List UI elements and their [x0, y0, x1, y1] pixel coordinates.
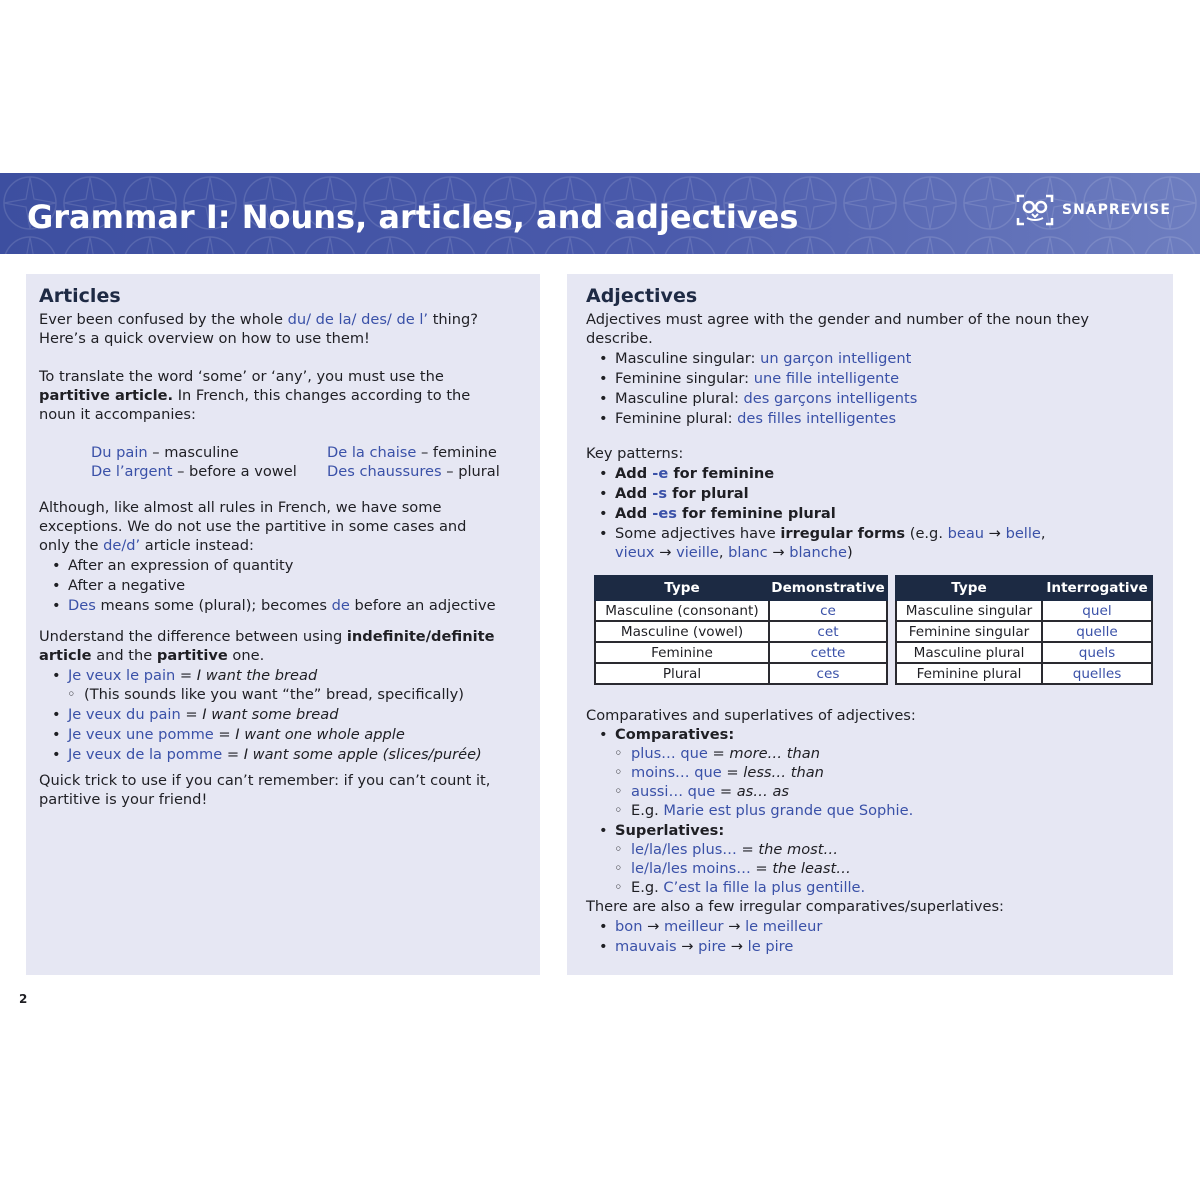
exceptions-list [39, 556, 539, 615]
owl-icon [1015, 193, 1055, 227]
table-cell: quelles [1042, 663, 1152, 684]
interrogative-table [895, 575, 1153, 685]
list-item: • Masculine plural: des garçons intelligents [586, 389, 1166, 408]
list-item: • After a negative [39, 576, 539, 595]
table-header: Type [595, 576, 769, 600]
list-item: ◦ moins… que = less… than [586, 763, 1166, 782]
table-cell: Masculine plural [896, 642, 1042, 663]
table-cell: cet [769, 621, 887, 642]
list-item: • Je veux le pain = I want the bread ◦ (This sounds like you want “the” bread, specifically) [39, 666, 539, 704]
table-row [595, 663, 887, 684]
comparison-list [586, 725, 1166, 897]
list-item: • Je veux du pain = I want some bread [39, 705, 539, 724]
list-item: • Superlatives: ◦ le/la/les plus… = the most… ◦ le/la/les moins… = the least… ◦ E.g. C’est la fille la plus gentille. [586, 821, 1166, 897]
list-item: ◦ E.g. Marie est plus grande que Sophie. [586, 801, 1166, 820]
understand-line2: article and the partitive one. [39, 647, 265, 664]
irregular-comparatives-intro: There are also a few irregular comparatives/superlatives: [586, 898, 1004, 915]
logo-text: SNAPREVISE [1062, 202, 1171, 218]
list-item: • After an expression of quantity [39, 556, 539, 575]
adjectives-heading: Adjectives [586, 285, 698, 307]
table-row [896, 600, 1152, 621]
list-item: • Add -e for feminine [586, 464, 1166, 483]
page-number: 2 [19, 992, 28, 1006]
list-item: • Feminine plural: des filles intelligentes [586, 409, 1166, 428]
table-row [595, 642, 887, 663]
table-row [896, 642, 1152, 663]
list-item: ◦ E.g. C’est la fille la plus gentille. [586, 878, 1166, 897]
snaprevise-logo [1015, 193, 1171, 227]
page-title: Grammar I: Nouns, articles, and adjectives [27, 198, 799, 236]
list-item: ◦ le/la/les plus… = the most… [586, 840, 1166, 859]
article-examples-list [39, 666, 539, 764]
list-item: ◦ (This sounds like you want “the” bread, specifically) [39, 685, 539, 704]
partitive-line1: To translate the word ‘some’ or ‘any’, you must use the [39, 368, 444, 385]
list-item: ◦ aussi… que = as… as [586, 782, 1166, 801]
table-row [595, 621, 887, 642]
trick-line2: partitive is your friend! [39, 791, 208, 808]
list-item: • Je veux une pomme = I want one whole apple [39, 725, 539, 744]
list-item: • Feminine singular: une fille intelligente [586, 369, 1166, 388]
table-cell: quelle [1042, 621, 1152, 642]
table-cell: ce [769, 600, 887, 621]
list-item: • Masculine singular: un garçon intelligent [586, 349, 1166, 368]
articles-intro-line2: Here’s a quick overview on how to use them! [39, 330, 370, 347]
key-patterns-label: Key patterns: [586, 445, 684, 462]
list-item: ◦ le/la/les moins… = the least… [586, 859, 1166, 878]
articles-intro-line1: Ever been confused by the whole du/ de la/ des/ de l’ thing? [39, 311, 478, 328]
table-header: Demonstrative [769, 576, 887, 600]
table-cell: Feminine plural [896, 663, 1042, 684]
articles-panel [26, 274, 540, 975]
table-cell: Masculine (consonant) [595, 600, 769, 621]
table-cell: Masculine singular [896, 600, 1042, 621]
table-header: Interrogative [1042, 576, 1152, 600]
table-cell: quel [1042, 600, 1152, 621]
partitive-example: Du pain – masculine [91, 444, 239, 461]
partitive-examples [91, 443, 539, 481]
list-item: • bon → meilleur → le meilleur [586, 917, 1166, 936]
list-item: • Je veux de la pomme = I want some apple (slices/purée) [39, 745, 539, 764]
partitive-example: De l’argent – before a vowel [91, 463, 297, 480]
partitive-line2: partitive article. In French, this changes according to the [39, 387, 471, 404]
adjectives-panel [567, 274, 1173, 975]
adjectives-intro-line1: Adjectives must agree with the gender and number of the noun they [586, 311, 1090, 328]
list-item: • mauvais → pire → le pire [586, 937, 1166, 956]
exceptions-line3: only the de/d’ article instead: [39, 537, 254, 554]
table-row [595, 600, 887, 621]
table-row [896, 621, 1152, 642]
irregular-comparatives-list [586, 917, 1166, 956]
list-item: ◦ plus… que = more… than [586, 744, 1166, 763]
list-item: • Some adjectives have irregular forms (e.g. beau → belle, vieux → vieille, blanc → blanche) [586, 524, 1166, 562]
list-item: • Comparatives: ◦ plus… que = more… than ◦ moins… que = less… than ◦ aussi… que = as… as ◦ E.g. Marie est plus grande que Sophie. [586, 725, 1166, 820]
articles-heading: Articles [39, 285, 121, 307]
table-cell: quels [1042, 642, 1152, 663]
partitive-example: Des chaussures – plural [327, 463, 500, 480]
trick-line1: Quick trick to use if you can’t remember: if you can’t count it, [39, 772, 491, 789]
patterns-list [586, 464, 1166, 562]
table-cell: Feminine [595, 642, 769, 663]
list-item: • Add -s for plural [586, 484, 1166, 503]
comparatives-intro: Comparatives and superlatives of adjectives: [586, 707, 916, 724]
agreement-list [586, 349, 1166, 428]
table-cell: ces [769, 663, 887, 684]
partitive-example: De la chaise – feminine [327, 444, 497, 461]
table-header: Type [896, 576, 1042, 600]
table-cell: Masculine (vowel) [595, 621, 769, 642]
understand-line1: Understand the difference between using indefinite/definite [39, 628, 495, 645]
demonstrative-table [594, 575, 888, 685]
exceptions-line1: Although, like almost all rules in French, we have some [39, 499, 442, 516]
table-cell: cette [769, 642, 887, 663]
list-item: • Add -es for feminine plural [586, 504, 1166, 523]
table-cell: Feminine singular [896, 621, 1042, 642]
table-cell: Plural [595, 663, 769, 684]
table-row [896, 663, 1152, 684]
adjectives-intro-line2: describe. [586, 330, 653, 347]
partitive-line3: noun it accompanies: [39, 406, 196, 423]
list-item: • Des means some (plural); becomes de before an adjective [39, 596, 539, 615]
exceptions-line2: exceptions. We do not use the partitive in some cases and [39, 518, 467, 535]
